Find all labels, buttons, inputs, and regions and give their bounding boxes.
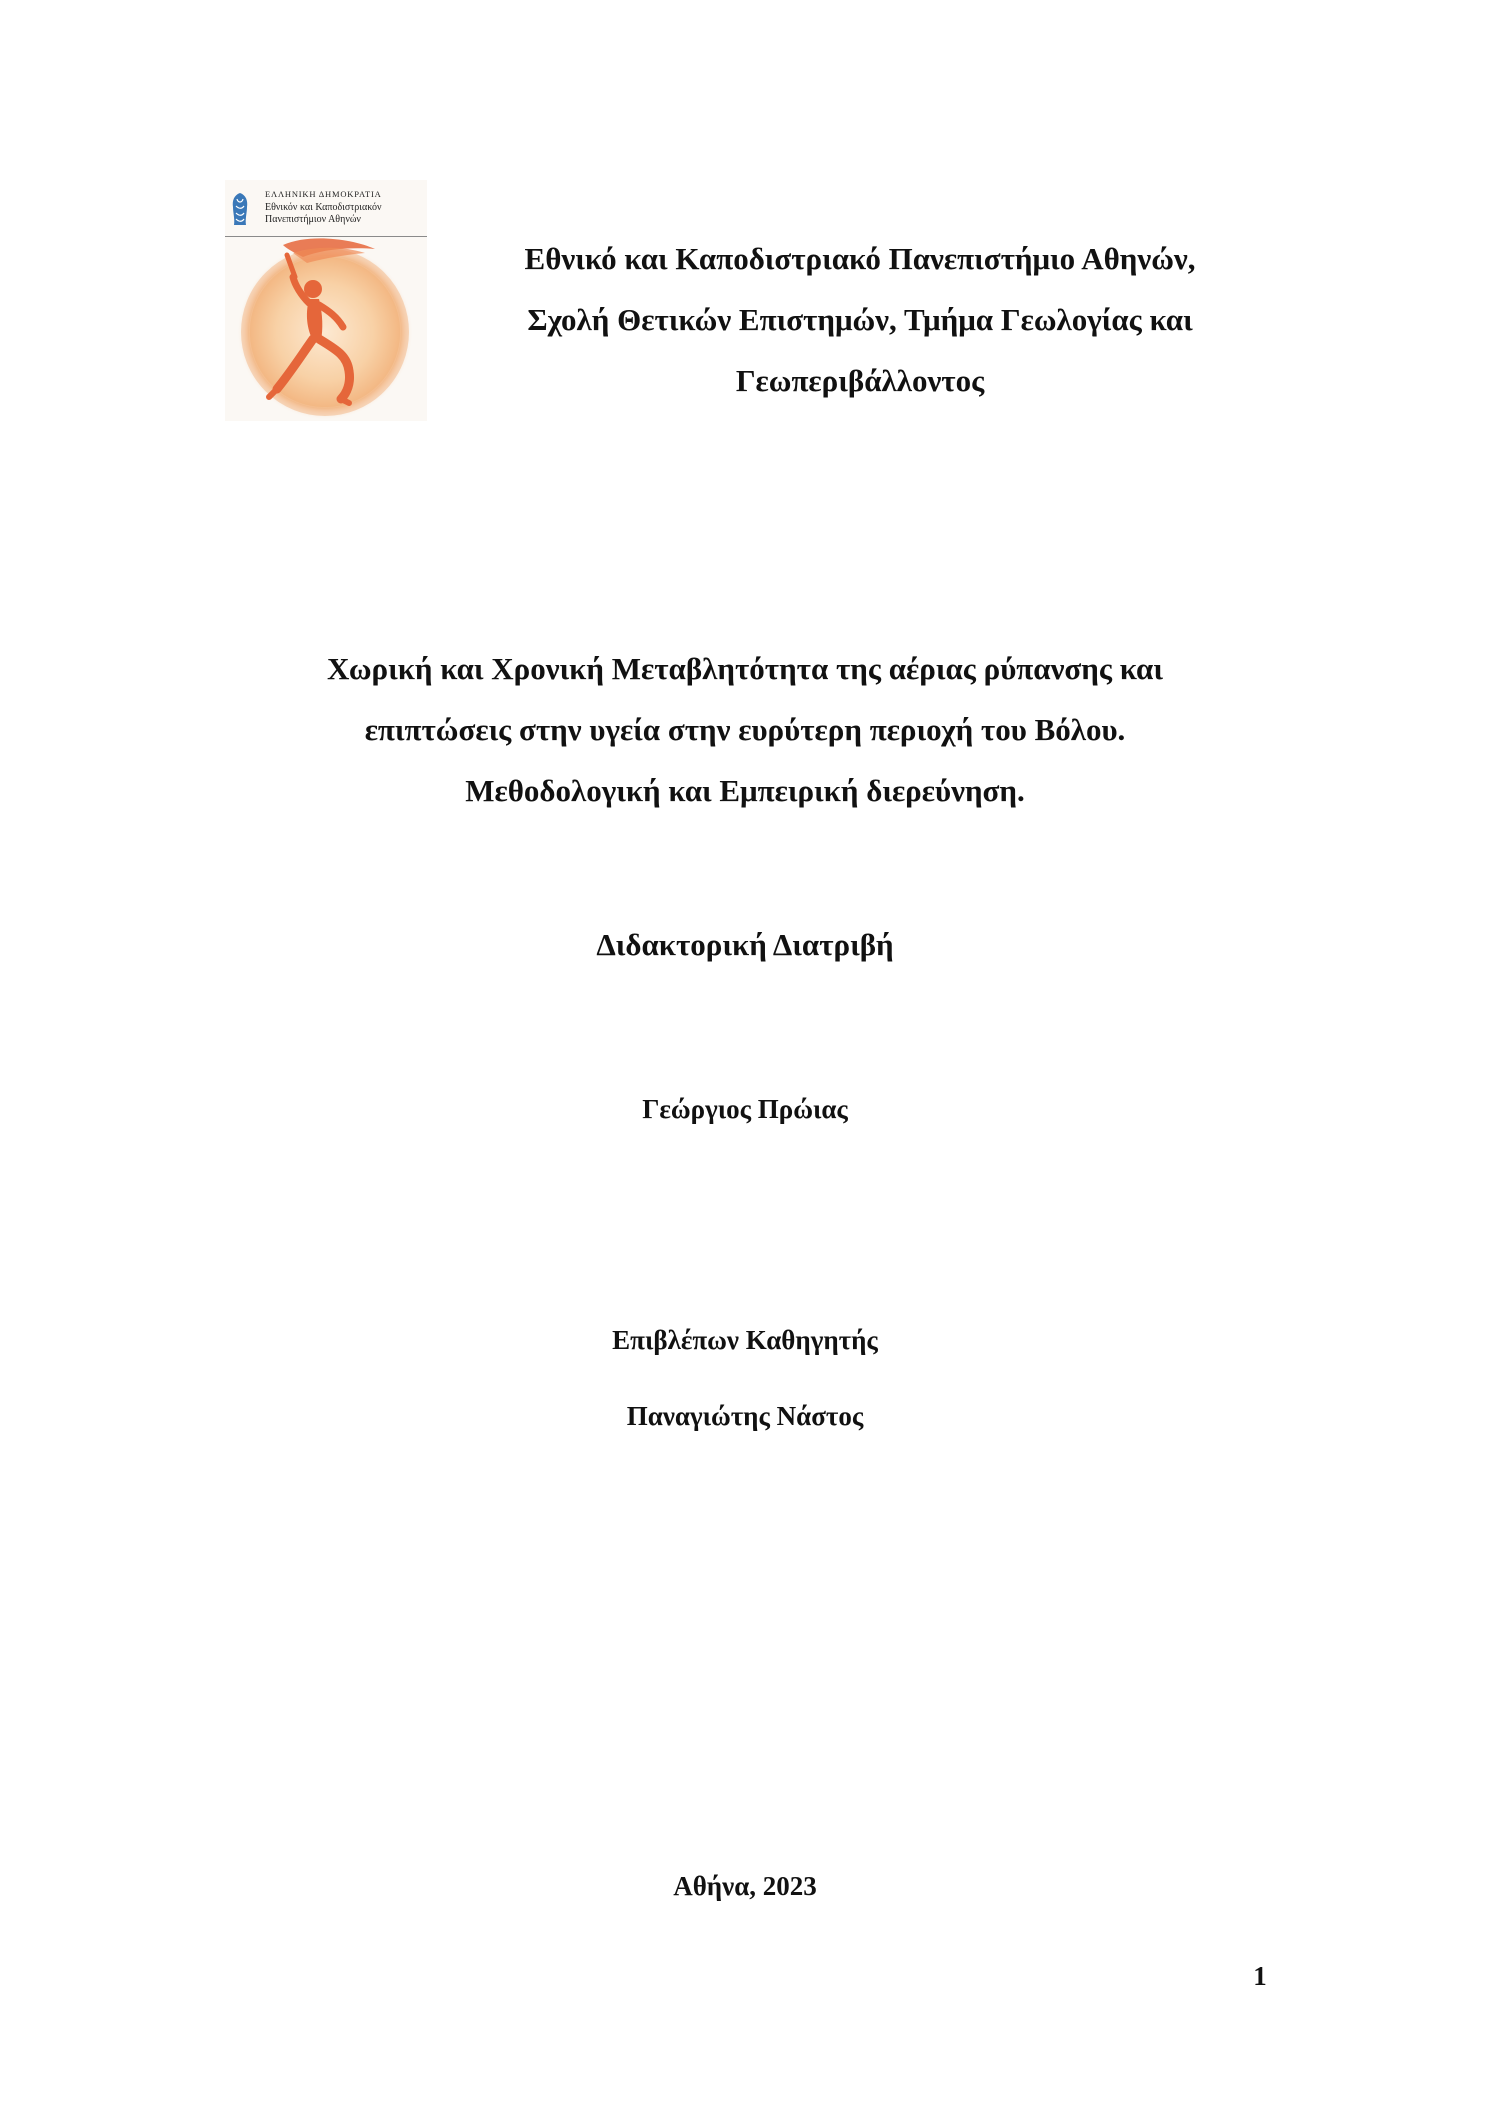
author-name: Γεώργιος Πρώιας — [642, 1094, 848, 1124]
university-heading — [440, 228, 1280, 411]
supervisor-name: Παναγιώτης Νάστος — [626, 1401, 864, 1431]
thesis-title-line-2: επιπτώσεις στην υγεία στην ευρύτερη περιοχή του Βόλου. — [364, 712, 1126, 747]
logo-text-republic: ΕΛΛΗΝΙΚΗ ΔΗΜΟΚΡΑΤΙΑ — [265, 189, 382, 199]
logo-text-athens: Πανεπιστήμιον Αθηνών — [265, 214, 361, 225]
page-number: 1 — [1253, 1961, 1267, 1991]
document-type: Διδακτορική Διατριβή — [596, 927, 894, 962]
supervisor-label: Επιβλέπων Καθηγητής — [612, 1325, 878, 1355]
torch-runner-emblem — [225, 237, 427, 421]
logo-text-university: Εθνικόν και Καποδιστριακόν — [265, 202, 382, 213]
university-line-1: Εθνικό και Καποδιστριακό Πανεπιστήμιο Αθηνών, — [524, 241, 1196, 276]
thesis-title — [150, 638, 1340, 821]
university-line-3: Γεωπεριβάλλοντος — [735, 363, 985, 398]
thesis-title-line-1: Χωρική και Χρονική Μεταβλητότητα της αέριας ρύπανσης και — [327, 651, 1163, 686]
logo-header — [225, 180, 427, 237]
place-date: Αθήνα, 2023 — [673, 1871, 817, 1901]
university-line-2: Σχολή Θετικών Επιστημών, Τμήμα Γεωλογίας και — [527, 302, 1193, 337]
university-logo — [225, 180, 427, 421]
athena-crest-icon — [229, 191, 251, 229]
thesis-title-line-3: Μεθοδολογική και Εμπειρική διερεύνηση. — [465, 773, 1025, 808]
